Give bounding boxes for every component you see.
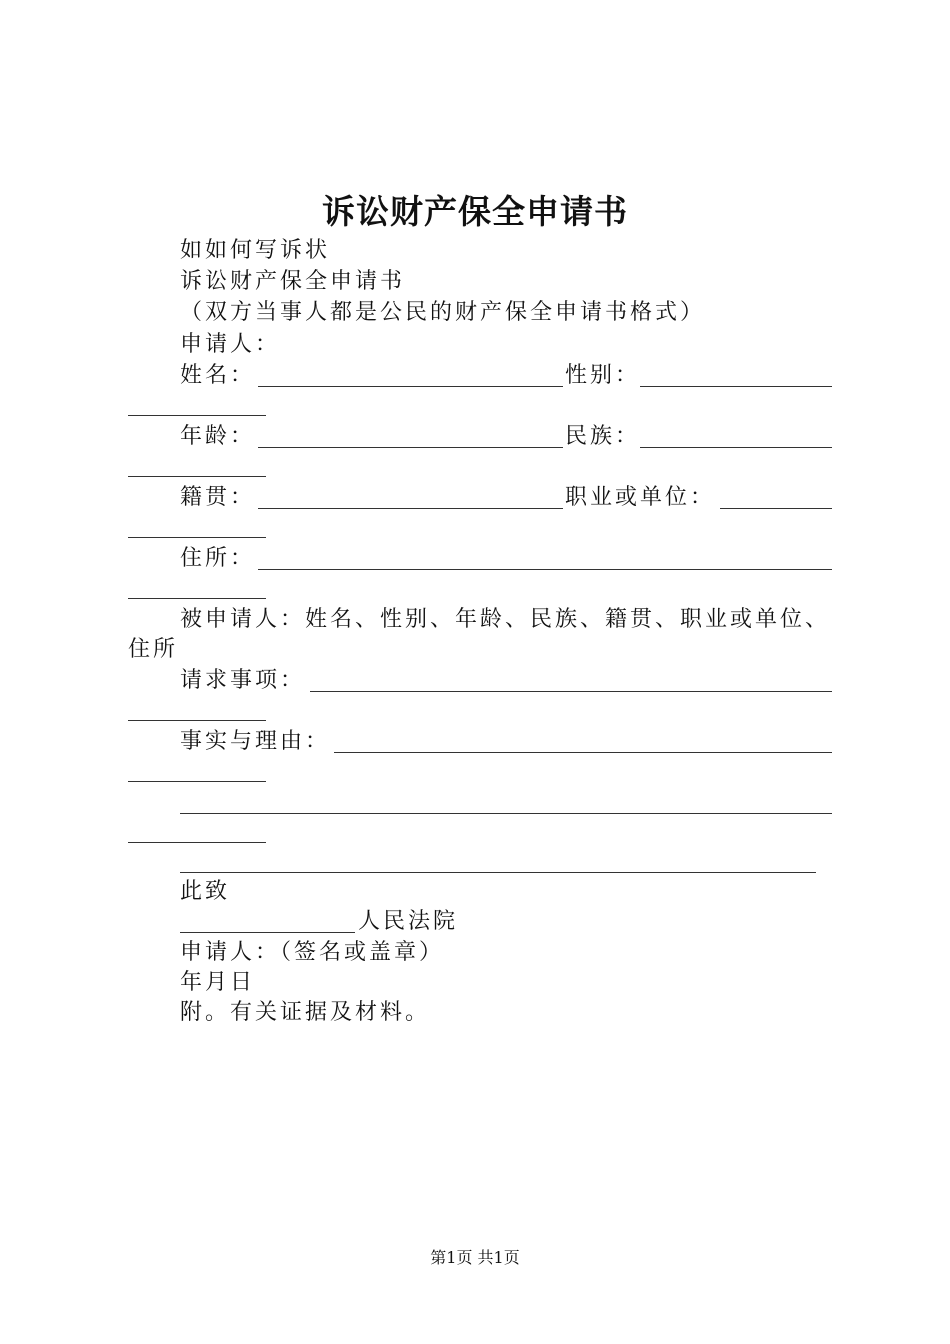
line-format-note: （双方当事人都是公民的财产保全申请书格式） [180,300,706,325]
facts-blank-2[interactable] [180,813,832,814]
gender-label: 性别： [565,363,641,388]
gender-blank-cont [128,415,266,416]
applicant-heading: 申请人： [180,332,281,357]
address-blank[interactable] [258,569,832,570]
job-label: 职业或单位： [565,485,716,510]
gender-blank[interactable] [640,386,832,387]
origin-blank[interactable] [258,508,563,509]
name-label: 姓名： [180,363,256,388]
ethnic-blank-cont [128,476,266,477]
court-blank[interactable] [180,932,355,933]
facts-blank-3[interactable] [180,872,816,873]
address-label: 住所： [180,546,256,571]
request-blank-cont [128,720,266,721]
facts-blank-cont [128,781,266,782]
job-blank-cont [128,537,266,538]
line-subtitle: 诉讼财产保全申请书 [180,269,406,294]
request-blank[interactable] [310,691,832,692]
address-blank-cont [128,598,266,599]
respondent-line: 被申请人：姓名、性别、年龄、民族、籍贯、职业或单位、 [180,607,831,632]
line-how-to-write: 如如何写诉状 [180,238,331,263]
ethnic-label: 民族： [565,424,641,449]
request-label: 请求事项： [180,668,306,693]
attachment-line: 附。有关证据及材料。 [180,1000,431,1025]
facts-blank[interactable] [334,752,832,753]
ethnic-blank[interactable] [640,447,832,448]
age-blank[interactable] [258,447,563,448]
facts-blank-2-cont [128,842,266,843]
document-title: 诉讼财产保全申请书 [322,192,628,231]
age-label: 年龄： [180,424,256,449]
respondent-line-cont: 住所 [128,637,179,662]
name-blank[interactable] [258,386,563,387]
facts-label: 事实与理由： [180,729,331,754]
greeting: 此致 [180,879,231,904]
date-line: 年月日 [180,970,256,995]
origin-label: 籍贯： [180,485,256,510]
signature-line: 申请人：（签名或盖章） [180,940,445,965]
job-blank[interactable] [720,508,832,509]
court-label: 人民法院 [358,909,459,934]
page-footer: 第1页 共1页 [430,1248,520,1267]
